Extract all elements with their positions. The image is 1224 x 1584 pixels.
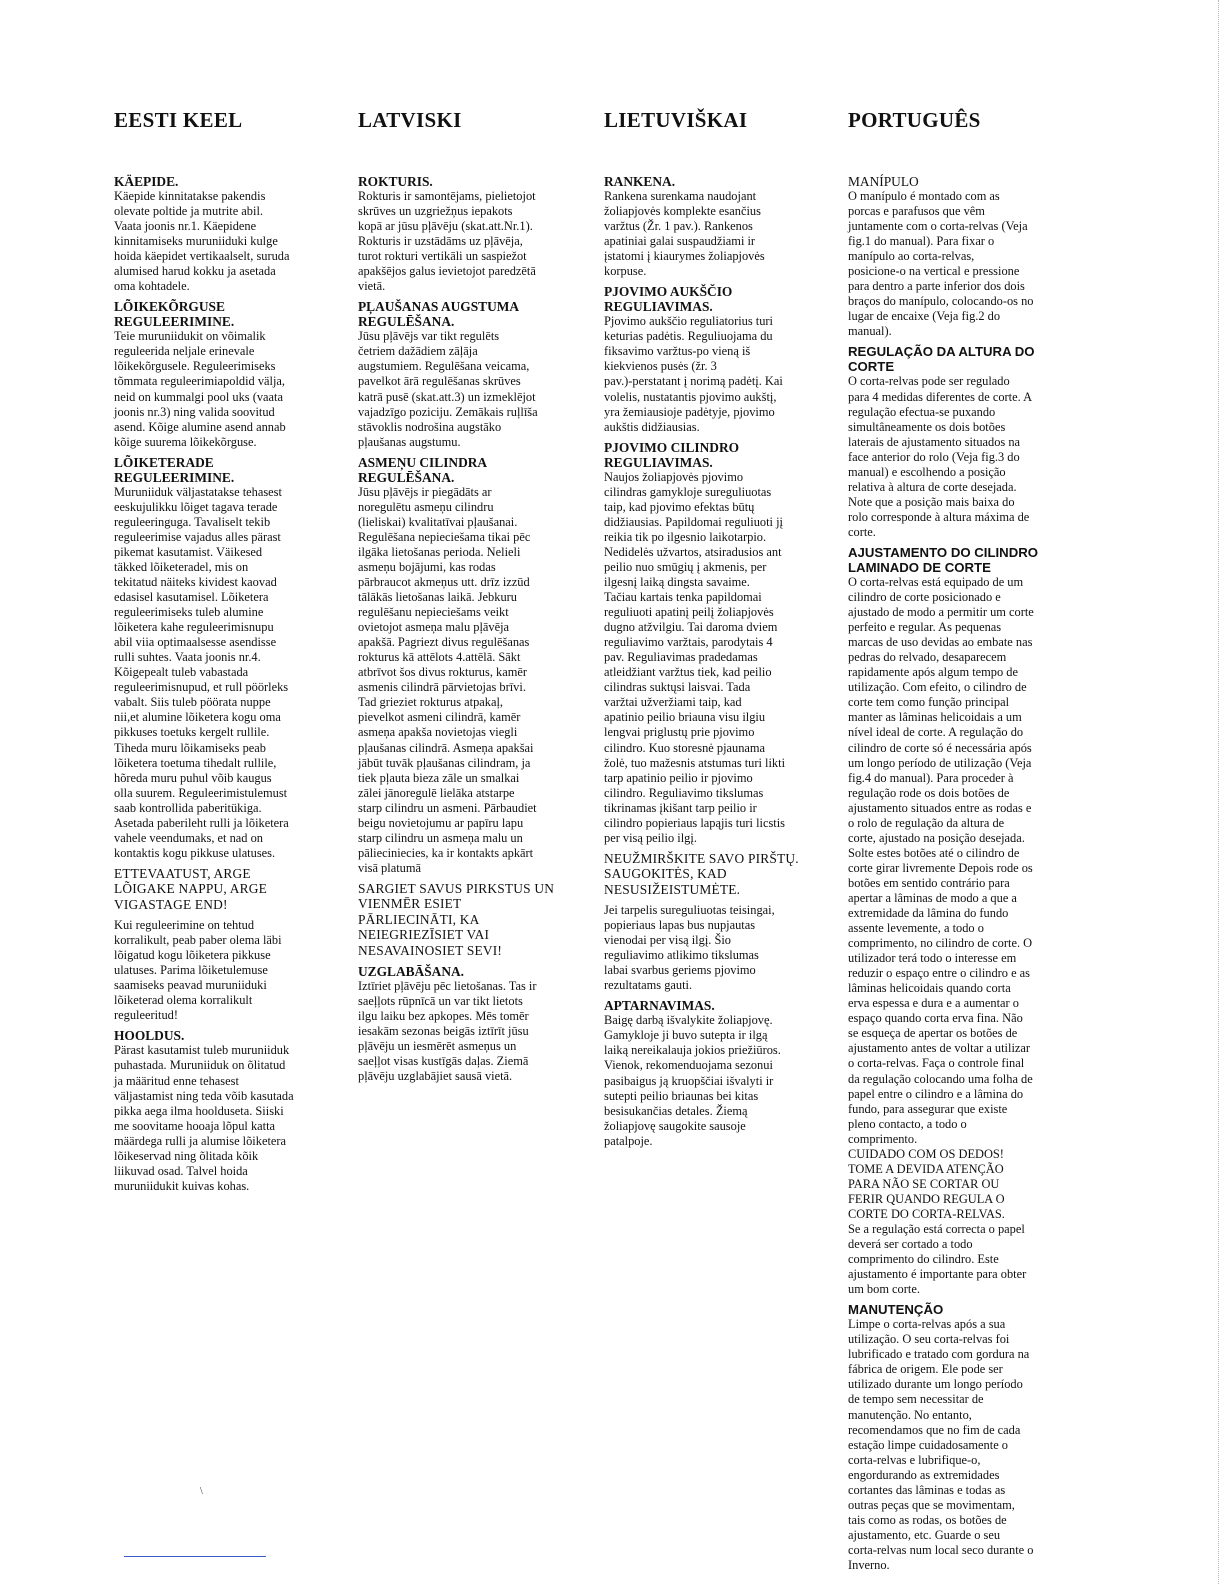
manual-section <box>604 174 826 279</box>
section-title: MANUTENÇÃO <box>848 1302 944 1318</box>
manual-section <box>358 174 580 294</box>
section-title: PĻAUŠANAS AUGSTUMA REGULĒŠANA. <box>358 299 520 330</box>
section-body: Muruniiduk väljastatakse tehasest eeskujulikku lõiget tagava terade reguleeringuga. Tavaliselt tekib reguleerimise vajadus alles pärast pikemat kasutamist. Väikesed täkked lõiketeradel, mis on tekitatud näiteks kividest kaovad edasisel kasutamisel. Lõiketera reguleerimiseks tuleb alumine lõiketera kahe reguleerimisnupu abil viia optimaalsesse asendisse rulli suhtes. Vaata joonis nr.4. Kõigepealt tuleb vabastada reguleerimisnupud, et rull pöörleks vabalt. Siis tuleb pöörata nuppe nii,et alumine lõiketera kogu oma pikkuses toetuks kergelt rullile. Tiheda muru lõikamiseks peab lõiketera toetuma tihedalt rullile, hõreda muru puhul võib kaugus olla suurem. Reguleerimistulemust saab kontrollida paberitükiga. Asetada paberileht rulli ja lõiketera vahele veendumaks, et nad on kontaktis kogu pikkuse ulatuses. <box>114 484 289 860</box>
column-estonian <box>114 108 332 1199</box>
section-body: Naujos žoliapjovės pjovimo cilindras gamykloje sureguliuotas taip, kad pjovimo efektas būtų didžiausias. Papildomai reguliuoti jį reikia tik po ilgesnio laikotarpio. Nedidelės užvartos, atsiradusios ant peilio nuo smūgių į akmenis, per ilgesnį laiką dingsta savaime. Tačiau kartais tenka papildomai reguliuoti apatinį peilį žoliapjovės dugno atžvilgiu. Tai daroma dviem reguliavimo varžtais, parodytais 4 pav. Reguliavimas pradedamas atleidžiant varžtus tiek, kad peilio cilindras suktųsi laisvai. Tada varžtai užveržiami taip, kad apatinio peilio briauna visu ilgiu lengvai priglustų prie pjovimo cilindro. Kuo storesnė pjaunama žolė, tuo mažesnis atstumas turi likti tarp apatinio peilio ir pjovimo cilindro. Reguliavimo tikslumas tikrinamas įkišant tarp peilio ir cilindro popieriaus lapąjis turi licstis per visą peilio ilgį. <box>604 469 786 845</box>
language-heading: LATVISKI <box>358 108 462 132</box>
section-body: Pjovimo aukščio reguliatorius turi keturias padėtis. Reguliuojama du fiksavimo varžtus-po vieną iš kiekvienos pusės (žr. 3 pav.)-perstatant į norimą padėtį. Kai volelis, nustatantis pjovimo aukštį, yra žemiausioje padėtyje, pjovimo aukštis didžiausias. <box>604 314 783 434</box>
scan-speck: \ <box>200 1486 203 1497</box>
manual-section <box>358 455 580 876</box>
section-body: Jūsu pļāvējs ir piegādāts ar noregulētu asmeņu cilindru (lieliskai) kvalitatīvai pļaušanai. Regulēšana nepieciešama tikai pēc ilgāka lietošanas perioda. Nelieli asmeņu bojājumi, kas rodas pārbraucot akmeņus utt. drīz izzūd tālākās lietošanas laikā. Jebkuru regulēšanu nepieciešams veikt ovietojot asmeņa malu pļāvēja apakšā. Pagriezt divus regulēšanas rokturus kā attēlots 4.attēlā. Sākt atbrīvot šos divus rokturus, kamēr asmenis cilindrā pārvietojas brīvi. Tad grieziet rokturus atpakaļ, pievelkot asmeni cilindrā, kamēr asmeņa apakša novietojas viegli pļaušanas cilindrā. Asmeņa apakšai jābūt tuvāk pļaušanas cilindram, ja tiek pļauta bieza zāle un smalkai zālei jānoregulē lielāka atstarpe starp cilindru un asmeni. Pārbaudiet beigu novietojumu ar papīru lapu starp cilindru un asmeņa malu un pālieciniecies, ka ir kontakts apkārt visā platumā <box>358 484 537 875</box>
column-lithuanian <box>604 108 826 1154</box>
manual-section <box>114 1028 332 1193</box>
section-body: Baigę darbą išvalykite žoliapjovę. Gamykloje ji buvo sutepta ir ilgą laiką nereikalauja jokios priežiūros. Vienok, rekomenduojama sezonui pasibaigus ją kruopščiai išvalyti ir sutepti peilio briaunas bei kitas besisukančias detales. Žiemą žoliapjovę saugokite sausoje patalpoje. <box>604 1013 781 1148</box>
section-title: UZGLABĀŠANA. <box>358 963 465 979</box>
manual-section <box>848 344 1070 540</box>
manual-section <box>114 174 332 294</box>
section-body: Teie muruniidukit on võimalik reguleerida neljale erinevale lõikekõrgusele. Reguleerimiseks tõmmata reguleerimiapoldid välja, neid on kummalgi pool uks (vaata joonis nr.3) ning valida soovitud asend. Kõige alumine asend annab kõige suurema lõikekõrguse. <box>114 329 286 449</box>
section-body: Iztīriet pļāvēju pēc lietošanas. Tas ir saeļļots rūpnīcā un var tikt lietots ilgu laiku bez apkopes. Mēs tomēr iesakām sezonas beigās iztīrīt jūsu pļāvēju un iesmērēt asmeņus un saeļļot visas kustīgās daļas. Ziemā pļāvēju uzglabājiet sausā vietā. <box>358 978 537 1084</box>
section-title: PJOVIMO CILINDRO REGULIAVIMAS. <box>604 439 740 470</box>
section-body: O corta-relvas está equipado de um cilindro de corte posicionado e ajustado de modo a permitir um corte perfeito e regular. As pequenas marcas de uso devidas ao embate nas pedras do relvado, desaparecem rapidamente após algum tempo de utilização. Com efeito, o cilindro de corte tem como função principal manter as lâminas helicoidais a um nível ideal de corte. A regulação do cilindro de corte só é necessária após um longo período de utilização (Veja fig.4 do manual). Para proceder à regulação rode os dois botões de ajustamento situados entre as rodas e o rolo de regulação da altura de corte, ajustado na posição desejada. Solte estes botões até o cilindro de corte girar livremente Depois rode os botões em sentido contrário para apertar a lâminas de modo a que a extremidade da lâmina do fundo assente levemente, a todo o comprimento, no cilindro de corte. O utilizador terá todo o interesse em reduzir o espaço entre o cilindro e as lâminas helicoidais quando corta erva espessa e dura e a aumentar o espaço quando corta erva fina. Não se esqueça de apertar os botões de ajustamento antes de voltar a utilizar o corta-relvas. Faça o controle final da regulação colocando uma folha de papel entre o cilindro e a lâmina do fundo, para assegurar que existe pleno contacto, a todo o comprimento. CUIDADO COM OS DEDOS! TOME A DEVIDA ATENÇÃO PARA NÃO SE CORTAR OU FERIR QUANDO REGULA O CORTE DO CORTA-RELVAS. Se a regulação está correcta o papel deverá ser cortado a todo comprimento do cilindro. Este ajustamento é importante para obter um bom corte. <box>848 574 1034 1297</box>
section-body: Käepide kinnitatakse pakendis olevate poltide ja mutrite abil. Vaata joonis nr.1. Käepidene kinnitamiseks muruniiduki kulge hoida käepidet vertikaalselt, suruda alumised harud kokku ja asetada oma kohtadele. <box>114 189 290 294</box>
footnote-rule <box>124 1556 266 1557</box>
manual-section <box>358 964 580 1084</box>
safety-warning: SARGIET SAVUS PIRKSTUS UN VIENMĒR ESIET PĀRLIECINĀTI, KA NEIEGRIEZĪSIET VAI NESAVAINOSIET SEVI! <box>358 880 555 958</box>
language-heading: EESTI KEEL <box>114 108 243 132</box>
section-title: KÄEPIDE. <box>114 174 179 189</box>
section-body: O manípulo é montado com as porcas e parafusos que vêm juntamente com o corta-relvas (Veja fig.1 do manual). Para fixar o manípulo ao corta-relvas, posicione-o na vertical e pressione para dentro a parte inferior dos dois braços do manípulo, colocando-os no lugar de encaixe (Veja fig.2 do manual). <box>848 189 1034 339</box>
section-title: APTARNAVIMAS. <box>604 998 715 1014</box>
section-title: RANKENA. <box>604 174 676 189</box>
section-body: Jei tarpelis sureguliuotas teisingai, popieriaus lapas bus nupjautas vienodai per visą ilgį. Šio reguliavimo atlikimo tikslumas labai svarbus geriems pjovimo rezultatams gauti. <box>604 903 775 993</box>
section-body: O corta-relvas pode ser regulado para 4 medidas diferentes de corte. A regulação efectua-se puxando simultâneamente os dois botões laterais de ajustamento situados na face anterior do rolo (Veja fig.3 do manual) e escolhendo a posição relativa à altura de corte desejada. Note que a posição mais baixa do rolo corresponde à altura máxima de corte. <box>848 374 1033 539</box>
manual-section <box>848 174 1070 339</box>
manual-section <box>358 299 580 449</box>
section-title: MANÍPULO <box>848 174 919 189</box>
manual-section <box>604 284 826 434</box>
section-title: AJUSTAMENTO DO CILINDRO LAMINADO DE CORTE <box>848 544 1039 575</box>
section-title: REGULAÇÃO DA ALTURA DO CORTE <box>848 344 1035 375</box>
column-portuguese <box>848 108 1070 1578</box>
language-heading: PORTUGUÊS <box>848 108 981 132</box>
manual-section <box>604 851 826 994</box>
section-body: Rankena surenkama naudojant žoliapjovės komplekte esančius varžtus (Žr. 1 pav.). Rankenos apatiniai galai suspaudžiami ir įstatomi į kiaurymes žoliapjovės korpuse. <box>604 189 765 279</box>
section-title: LÕIKEKÕRGUSE REGULEERIMINE. <box>114 299 235 330</box>
manual-section <box>114 455 332 861</box>
manual-section <box>848 1302 1070 1573</box>
section-title: LÕIKETERADE REGULEERIMINE. <box>114 454 235 485</box>
safety-warning: NEUŽMIRŠKITE SAVO PIRŠTŲ. SAUGOKITĖS, KAD NESUSIŽEISTUMĖTE. <box>604 850 799 897</box>
language-heading: LIETUVIŠKAI <box>604 108 748 132</box>
scan-edge-line <box>1218 0 1219 1584</box>
manual-section <box>114 866 332 1024</box>
manual-section <box>358 881 580 958</box>
section-title: ROKTURIS. <box>358 174 433 189</box>
safety-warning: ETTEVAATUST, ARGE LÕIGAKE NAPPU, ARGE VIGASTAGE END! <box>114 865 267 912</box>
section-title: ASMEŅU CILINDRA REGULĒŠANA. <box>358 454 488 485</box>
column-latvian <box>358 108 580 1089</box>
section-title: HOOLDUS. <box>114 1028 185 1044</box>
section-body: Limpe o corta-relvas após a sua utilização. O seu corta-relvas foi lubrificado e tratado com gordura na fábrica de origem. Ele pode ser utilizado durante um longo período de tempo sem necessitar de manutenção. No entanto, recomendamos que no fim de cada estação limpe cuidadosamente o corta-relvas e lubrifique-o, engordurando as extremidades cortantes das lâminas e todas as outras peças que se movimentam, tais como as rodas, os botões de ajustamento, etc. Guarde o seu corta-relvas num local seco durante o Inverno. <box>848 1317 1034 1572</box>
manual-section <box>604 998 826 1148</box>
section-body: Kui reguleerimine on tehtud korralikult, peab paber olema läbi lõigatud kogu lõiketera pikkuse ulatuses. Parima lõiketulemuse saamiseks peavad muruniiduki lõiketerad olema korralikult reguleeritud! <box>114 918 282 1023</box>
manual-section <box>848 545 1070 1297</box>
manual-section <box>114 299 332 449</box>
section-title: PJOVIMO AUKŠČIO REGULIAVIMAS. <box>604 284 733 315</box>
section-body: Rokturis ir samontējams, pielietojot skrūves un uzgriežņus iepakots kopā ar jūsu pļāvēju (skat.att.Nr.1). Rokturis ir uzstādāms uz pļāvēja, turot rokturi vertikāli un saspiežot apakšējos galus ievietojot paredzētā vietā. <box>358 189 536 294</box>
section-body: Jūsu pļāvējs var tikt regulēts četriem dažādiem zāļāja augstumiem. Regulēšana veicama, pavelkot ārā regulēšanas skrūves katrā pusē (skat.att.3) un izmeklējot vajadzīgo poziciju. Zemākais ruļlīša stāvoklis nodrošina augstāko pļaušanas augstumu. <box>358 329 538 449</box>
section-body: Pärast kasutamist tuleb muruniiduk puhastada. Muruniiduk on õlitatud ja määritud enne tehasest väljastamist ning teda võib kasutada pikka aega ilma hoolduseta. Siiski me soovitame hooaja lõpul katta määrdega rulli ja alumise lõiketera lõikeservad ning õlitada kõik liikuvad osad. Talvel hoida muruniidukit kuivas kohas. <box>114 1043 294 1193</box>
manual-section <box>604 440 826 846</box>
